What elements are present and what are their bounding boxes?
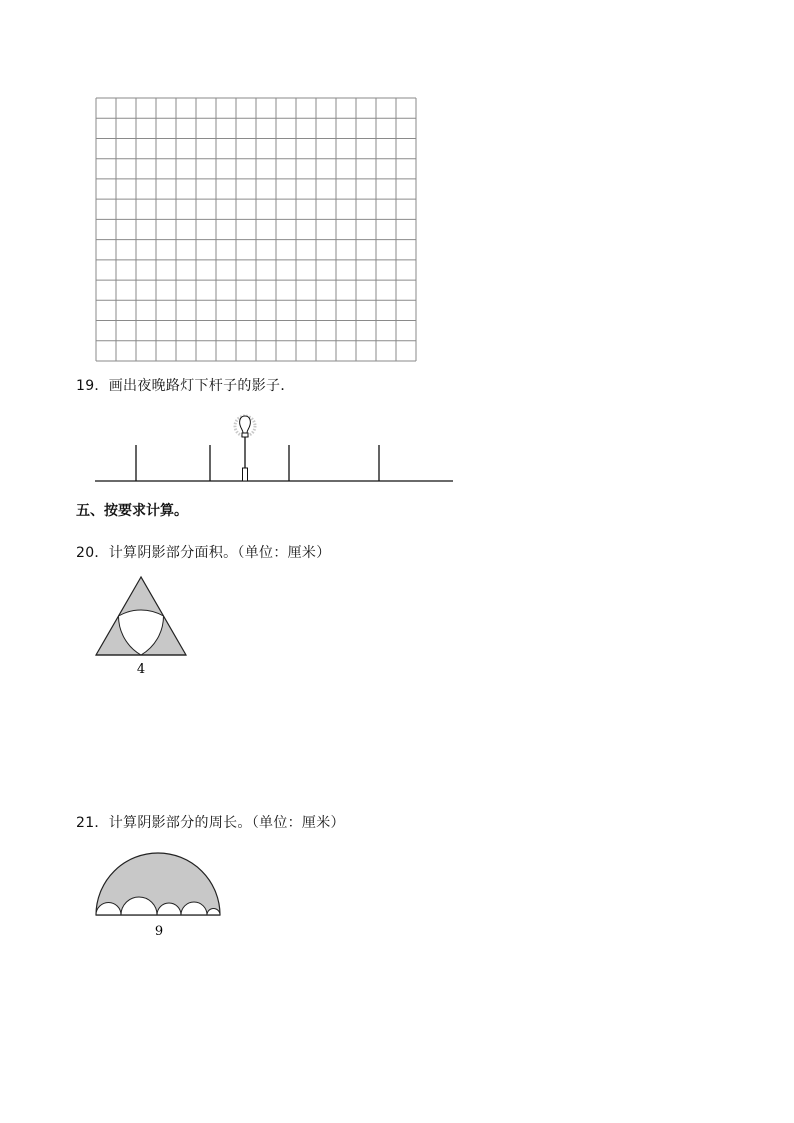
section-heading: 五、按要求计算。 (76, 503, 188, 519)
question-20: 20．计算阴影部分面积。（单位：厘米） (76, 545, 331, 561)
question-19: 19．画出夜晚路灯下杆子的影子． (76, 378, 295, 394)
diameter-label: 9 (154, 924, 164, 939)
square-grid (95, 97, 417, 362)
question-21: 21．计算阴影部分的周长。（单位：厘米） (76, 815, 345, 831)
semicircle-figure (93, 848, 223, 940)
triangle-figure (94, 574, 188, 678)
side-length-label: 4 (136, 662, 146, 677)
street-lamp-icon (235, 416, 255, 481)
street-lamp-figure (93, 408, 455, 484)
